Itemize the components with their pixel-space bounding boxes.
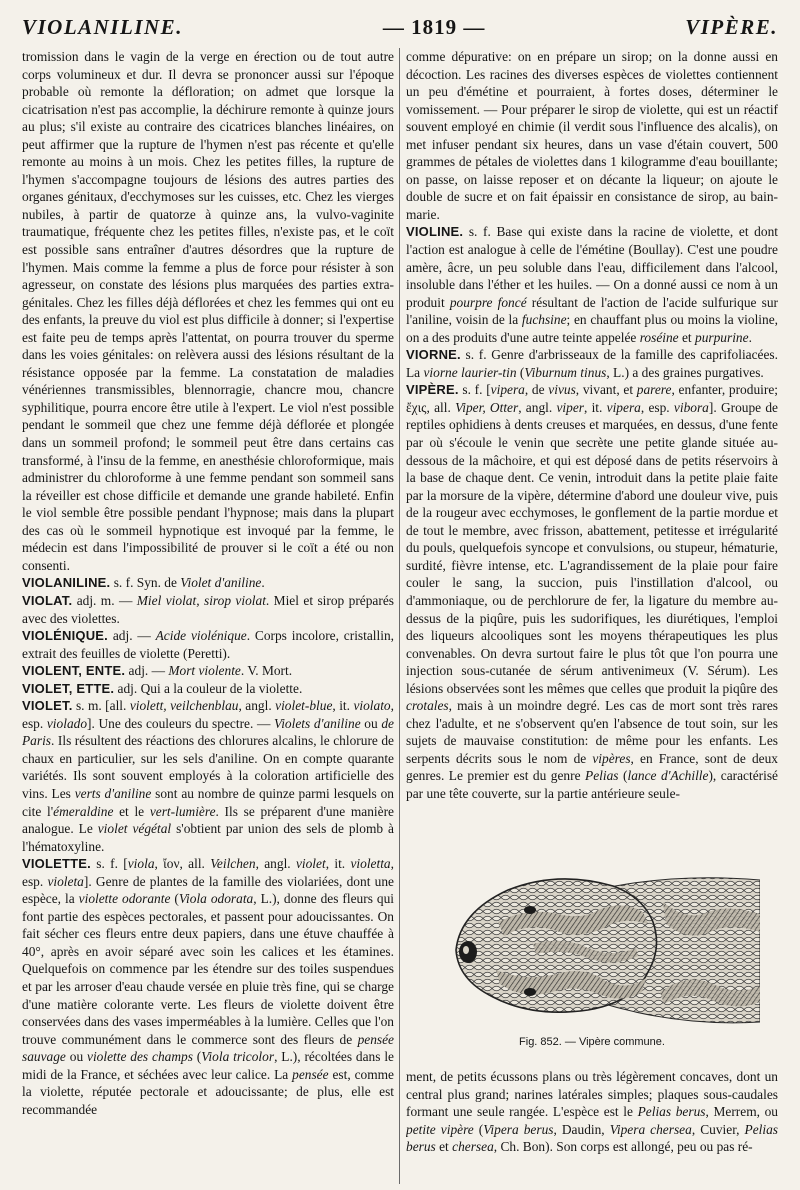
paragraph-vipere-continued: ment, de petits écussons plans ou très légèrement concaves, dont un central plus grand; narines latérales simples; plaques sous-caudales formant une seule rangée. L'espèce est le Pelias berus, Merrem, ou petite vipère (Vipera berus, Daudin, Vipera chersea, Cuvier, Pelias berus et chersea, Ch. Bon). Son corps est allongé, peu ou pas ré- xyxy=(406,1069,778,1155)
headword: VIOLINE. xyxy=(406,224,464,240)
page-number: — 1819 — xyxy=(382,14,486,39)
right-column xyxy=(406,48,778,848)
entry-violat: VIOLAT. adj. m. — Miel violat, sirop violat. Miel et sirop préparés avec des violettes. xyxy=(22,592,394,626)
entry-violine: VIOLINE. s. f. Base qui existe dans la racine de violette, et dont l'action est analogue à celle de l'émétine (Boullay). C'est une poudre amère, âcre, un peu soluble dans l'eau, difficilement dans l'alcool, insoluble dans l'éther et les huiles. — On a donné aussi ce nom à un produit pourpre foncé résultant de l'action de l'acide sulfurique sur l'aniline, voisin de la fuchsine; en chauffant plus ou moins la violine, on a des produits d'une autre teinte appelée roséine et purpurine. xyxy=(406,224,778,345)
left-column xyxy=(22,48,394,1180)
entry-violette: VIOLETTE. s. f. [viola, ἴον, all. Veilchen, angl. violet, it. violetta, esp. violeta]. Genre de plantes de la famille des violariées, dont une espèce, la violette odorante (Viola odorata, L.), donne des fleurs qui font partie des espèces pectorales, et passent pour adoucissantes. On fait sécher ces fleurs entre deux papiers, dans une étuve chauffée à 40°, après en avoir séparé avec soin les calices et les étamines. Quelquefois on commence par les étendre sur des toiles suspendues et par les arroser d'eau chaude versée en pluie très fine, qui se charge d'une matière colorante verte. Les fleurs de violette doivent être conservées dans des vases imperméables à la lumière. Celles que l'on trouve communément dans le commerce sont des fleurs de pensée sauvage ou violette des champs (Viola tricolor, L.), récoltées dans le midi de la France, et séchées avec leur calice. La pensée est, comme la violette, réputée pectorale et adoucissante; de plus, elle est recommandée xyxy=(22,856,394,1117)
figure-caption: Fig. 852. — Vipère commune. xyxy=(519,1036,665,1048)
entry-violet: VIOLET. s. m. [all. violett, veilchenblau, angl. violet-blue, it. violato, esp. violado]. Une des couleurs du spectre. — Violets d'aniline ou de Paris. Ils résultent des réactions des chlorures alcalins, le chlorure de chaux en particulier, sur les sels d'aniline. On en compte quarante variétés. Ils sont souvent employés à la coloration artificielle des vins. Les verts d'aniline sont au nombre de quinze parmi lesquels on cite l'émeraldine et le vert-lumière. Ils se préparent d'une manière analogue. Le violet végétal s'obtient par union des sels de plomb à l'hématoxyline. xyxy=(22,698,394,854)
headword: VIOLETTE. xyxy=(22,856,91,872)
headword: VIOLÉNIQUE. xyxy=(22,628,108,644)
viper-head-illustration xyxy=(438,852,760,1032)
paragraph-viol-continued: tromission dans le vagin de la verge en érection ou de tout autre corps volumineux et dur. Il devra se prononcer aussi sur l'époque probable où remonte la défloration; on admet que lorsque la cicatrisation n'est pas accomplie, la déchirure remonte à quinze jours au plus; s'il existe au contraire des cicatrices blanches linéaires, on peut affirmer que la rupture de l'hymen n'est pas récente et qu'elle remonte au moins à un mois. Chez les petites filles, la rupture de l'hymen s'accompagne toujours de lésions des autres parties des organes génitaux, d'ecchymoses sur les cuisses, etc. Chez les vierges nubiles, à partir de quatorze à quinze ans, la vulvo-vaginite traumatique, fréquente chez les petites filles, n'existe pas, et le coït est possible sans entraîner d'autres désordres que la rupture de l'hymen. Mais comme la femme a plus de force pour résister à son agresseur, on constate des lésions plus marquées des parties extra-génitales. Chez les filles déjà déflorées et chez les femmes qui ont eu des enfants, la preuve du viol est plus difficile à donner; si l'expertise est faite peu de temps après l'attentat, on pourra trouver du sperme dans les voies génitales: on relèvera aussi des lésions résultant de la résistance opposée par la femme. La constatation de maladies vénériennes transmissibles, blennorragie, chancre mou, chancre syphilitique, pourra encore être utile à l'expert. Le viol n'est possible pendant le sommeil que chez une femme déjà déflorée et plongée dans un sommeil profond; le sommeil peut être dans certains cas transformé, à l'insu de la femme, en anesthésie chloroformique, mais administrer du chloroforme à une femme pendant son sommeil sans la réveiller est chose difficile et demande une grande habileté. Enfin le viol semble être possible pendant l'hypnose; mais dans la plupart des cas où le sommeil hypnotique est invoqué par la femme, le médecin est dans l'impossibilité de prouver si le coït a été ou non consenti. xyxy=(22,49,394,573)
entry-violet-ette: VIOLET, ETTE. adj. Qui a la couleur de la violette. xyxy=(22,680,303,696)
entry-vipere: VIPÈRE. s. f. [vipera, de vivus, vivant, et parere, enfanter, produire; ἔχις, all. Viper, Otter, angl. viper, it. vipera, esp. vibora]. Groupe de reptiles ophidiens à dents creuses et marquées, en dessus, d'une fente par où s'écoule le venin que secrète une petite glande située au-dessous de la mâchoire, et qui est déposé dans de petits réservoirs à la base de chaque dent. Ce venin, introduit dans la petite plaie faite par la morsure de la vipère, détermine d'abord une douleur vive, puis de la rougeur avec ecchymoses, le gonflement de la partie mordue et de tout le membre, avec frisson, abattement, petitesse et irrégularité du pouls, quelquefois syncope et convulsions, ou stupeur, hématurie, surdité, fièvre intense, etc. L'agrandissement de la plaie pour faire couler le sang, la succion, puis l'instillation d'alcool, ou d'ammoniaque, ou de perchlorure de fer, la ligature du membre au-dessus de la piqûre, puis les sudorifiques, les diurétiques, l'emploi des liqueurs alcooliques sont les moyens thérapeutiques les plus convenables. On devra surtout faire le plus tôt que l'on pourra une injection sous-cutanée de sérum antivenimeux (V. Sérum). Les lésions observées sont les mêmes que celles que produit la piqûre des crotales, mais à un moindre degré. Les cas de mort sont très rares chez l'adulte, et ne s'observent qu'en l'absence de tout soin, sur les sujets de mauvaise constitution: de même pour les enfants. Les serpents décrits sous le nom de vipères, en France, sont de deux genres. Le premier est du genre Pelias (lance d'Achille), caractérisé par une tête couverte, sur la partie antérieure seule- xyxy=(406,382,778,801)
headword: VIOLET. xyxy=(22,698,73,714)
headword: VIOLAT. xyxy=(22,592,73,608)
column-divider xyxy=(399,48,400,1184)
page-header xyxy=(22,12,778,42)
headword: VIOLANILINE. xyxy=(22,575,111,591)
entry-viorne: VIORNE. s. f. Genre d'arbrisseaux de la famille des caprifoliacées. La viorne laurier-tin (Viburnum tinus, L.) a des graines purgatives. xyxy=(406,347,778,380)
paragraph-violette-continued: comme dépurative: on en prépare un sirop; on la donne aussi en décoction. Les racines des diverses espèces de violettes contiennent un peu d'émétine et pourraient, à fortes doses, déterminer le vomissement. — Pour préparer le sirop de violette, qui est un réactif souvent employé en chimie (il verdit sous l'influence des alcalis), on met infuser pendant six heures, dans un vase d'étain couvert, 500 grammes de pétales de violettes dans 1 kilogramme d'eau bouillante; on passe, on laisse reposer et on décante la liqueur; on ajoute le double de sucre et on fait épaissir en consistance de sirop, au bain-marie. xyxy=(406,49,778,222)
headword: VIORNE. xyxy=(406,347,461,363)
header-right-keyword: VIPÈRE. xyxy=(685,14,778,39)
right-column-continuation xyxy=(406,1068,778,1184)
header-left-keyword: VIOLANILINE. xyxy=(22,14,183,39)
entry-violenique: VIOLÉNIQUE. adj. — Acide violénique. Corps incolore, cristallin, extrait des feuilles de violette (Peretti). xyxy=(22,628,394,661)
headword: VIOLENT, ENTE. xyxy=(22,663,126,679)
headword: VIOLET, ETTE. xyxy=(22,680,115,696)
headword: VIPÈRE. xyxy=(406,382,459,398)
entry-violent: VIOLENT, ENTE. adj. — Mort violente. V. Mort. xyxy=(22,663,293,679)
entry-violaniline: VIOLANILINE. s. f. Syn. de Violet d'aniline. xyxy=(22,575,265,591)
